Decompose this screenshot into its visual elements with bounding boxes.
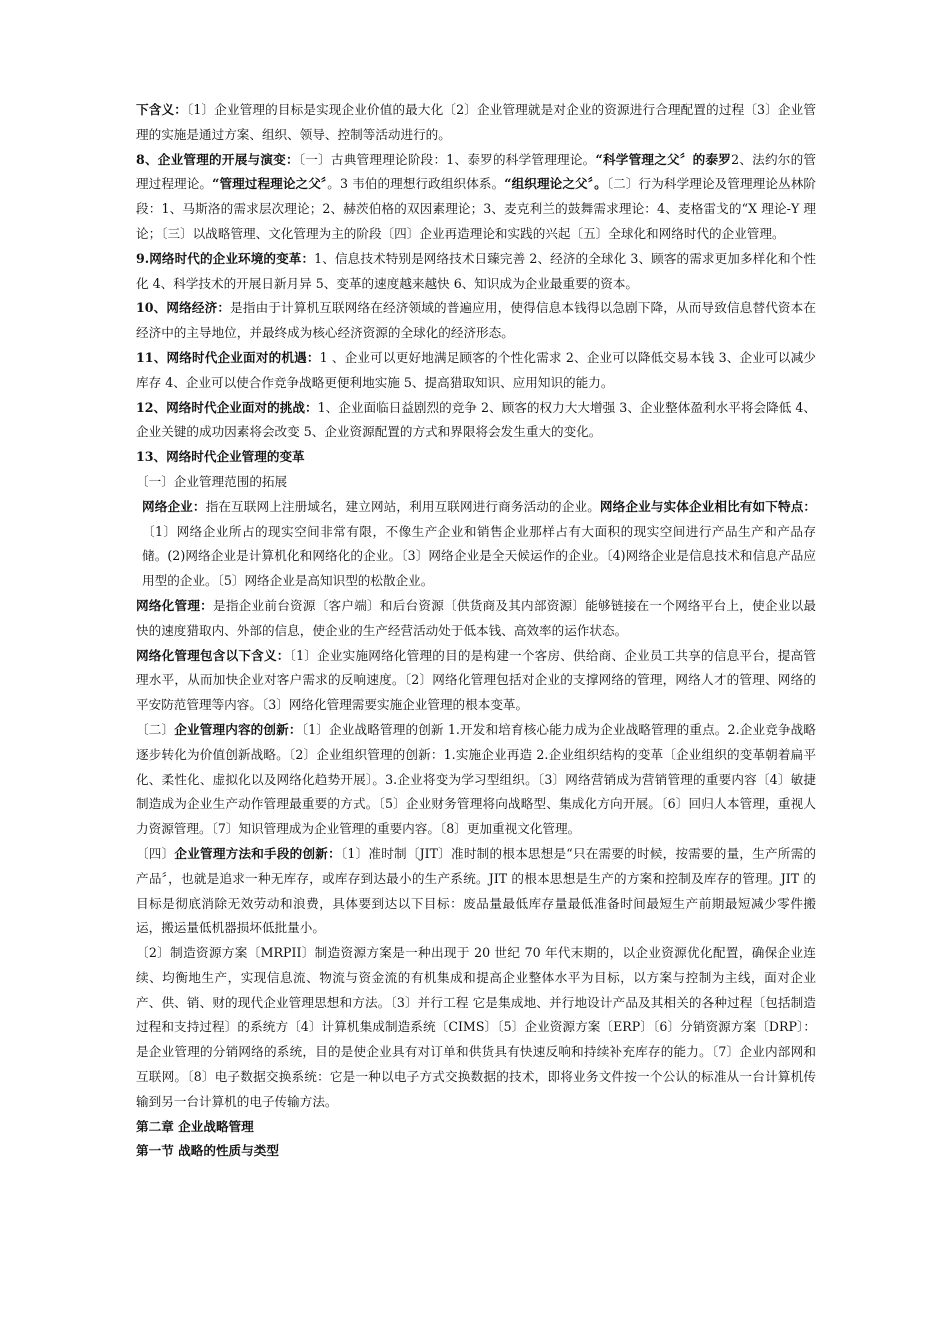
- chapter-title: [136, 1115, 816, 1140]
- bold-phrase: “组织理论之父〞。: [504, 176, 607, 192]
- body-text: 1、信息技术特别是网络技术日臻完善 2、经济的全球化 3、顾客的需求更加多样化和个性化 4、科学技术的开展日新月异 5、变革的速度越来越快 6、知识成为企业最重要的资本。: [136, 250, 816, 291]
- paragraph-environment-change: [136, 247, 816, 297]
- section-title-text: 第一节 战略的性质与类型: [136, 1143, 279, 1159]
- body-text: 〔二〕: [136, 721, 175, 737]
- heading-10: 10、网络经济：: [136, 300, 231, 316]
- paragraph-network-enterprise: [136, 495, 816, 594]
- body-text: 2、法约尔的管理过程理论。: [136, 151, 817, 192]
- body-text: 〔一〕企业管理范围的拓展: [136, 473, 288, 489]
- bold-phrase: “科学管理之父〞的泰罗: [595, 151, 732, 167]
- bold-lead: 网络企业：: [142, 498, 206, 514]
- heading-11: 11、网络时代企业面对的机遇：: [136, 349, 320, 365]
- bold-lead: 企业管理方法和手段的创新：: [174, 845, 341, 861]
- paragraph-network-management-meaning: [136, 644, 816, 718]
- bold-lead: 下含义：: [136, 102, 187, 117]
- heading-12: 12、网络时代企业面对的挑战：: [136, 399, 318, 415]
- section-title: [136, 1139, 816, 1164]
- paragraph-method-innovation: [136, 842, 816, 941]
- body-text: 〔1〕企业管理的目标是实现企业价值的最大化〔2〕企业管理就是对企业的资源进行合理配置的过程〔3〕企业管理的实施是通过方案、组织、领导、控制等活动进行的。: [136, 102, 816, 142]
- paragraph-challenges: [136, 396, 816, 446]
- body-text: 是指企业前台资源〔客户端〕和后台资源〔供货商及其内部资源〕能够链接在一个网络平台上，使企业以最快的速度猎取内、外部的信息，使企业的生产经营活动处于低本钱、高效率的运作状态。: [136, 597, 817, 638]
- paragraph-opportunities: [136, 346, 816, 396]
- chapter-title-text: 第二章 企业战略管理: [136, 1118, 254, 1134]
- heading-13-text: 13、网络时代企业管理的变革: [136, 449, 305, 465]
- body-text: 指在互联网上注册域名，建立网站，利用互联网进行商务活动的企业。: [205, 498, 600, 514]
- paragraph-network-economy: [136, 296, 816, 346]
- heading-9: 9.网络时代的企业环境的变革：: [136, 250, 315, 266]
- paragraph-management-meaning: [136, 98, 816, 148]
- document-page: [136, 98, 816, 1164]
- bold-phrase: “管理过程理论之父〞: [212, 176, 328, 192]
- body-text: 。3 韦伯的理想行政组织体系。: [327, 176, 505, 192]
- heading-13: [136, 445, 816, 470]
- bold-phrase: 网络企业与实体企业相比有如下特点：: [599, 498, 817, 514]
- paragraph-content-innovation: [136, 718, 816, 842]
- body-text: 〔四〕: [136, 845, 175, 861]
- body-text: 〔1〕企业实施网络化管理的目的是构建一个客房、供给商、企业员工共享的信息平台，提高管理水平，从而加快企业对客户需求的反响速度。〔2〕网络化管理包括对企业的支撑网络的管理，网络人才的管理、网络的平安防范管理等内容。〔3〕网络化管理需要实施企业管理的根本变革。: [136, 647, 816, 713]
- heading-8: 8、企业管理的开展与演变：: [136, 151, 299, 167]
- body-text: 〔二〕行为科学理论及管理理论丛林阶段：1、马斯洛的需求层次理论；2、赫茨伯格的双因素理论；3、麦克利兰的鼓舞需求理论：4、麦格雷戈的“X 理论-Y 理论；〔三〕以战略管理、文化管理为主的阶段〔四〕企业再造理论和实践的兴起〔五〕全球化和网络时代的企业管理。: [136, 176, 816, 241]
- subheading-scope: [136, 470, 816, 495]
- bold-lead: 网络化管理包含以下含义：: [136, 647, 290, 663]
- body-text: 〔1〕准时制〔JIT〕准时制的根本思想是“只在需要的时候，按需要的量，生产所需的产品〞，也就是追求一种无库存，或库存到达最小的生产系统。JIT 的根本思想是生产的方案和控制及库存的管理。JIT 的目标是彻底消除无效劳动和浪费，具体要到达以下目标：废品量最低库存量最低准备时间最短生产前期最短减少零件搬运，搬运量低机器损坏低批量小。: [136, 845, 817, 936]
- body-text: 〔1〕企业战略管理的创新 1.开发和培育核心能力成为企业战略管理的重点。2.企业竞争战略逐步转化为价值创新战略。〔2〕企业组织管理的创新：1.实施企业再造 2.企业组织结构的变革〔企业组织的变革朝着扁平化、柔性化、虚拟化以及网络化趋势开展〕。3.企业将变为学习型组织。〔3〕网络营销成为营销管理的重要内容〔4〕敏捷制造成为企业生产动作管理最重要的方式。〔5〕企业财务管理将向战略型、集成化方向开展。〔6〕回归人本管理，重视人力资源管理。〔7〕知识管理成为企业管理的重要内容。〔8〕更加重视文化管理。: [136, 721, 817, 837]
- paragraph-network-management: [136, 594, 816, 644]
- paragraph-mrpii: [136, 941, 816, 1115]
- bold-lead: 企业管理内容的创新：: [174, 721, 302, 737]
- body-text: 是指由于计算机互联网络在经济领域的普遍应用，使得信息本钱得以急剧下降，从而导致信息替代资本在经济中的主导地位，并最终成为核心经济资源的全球化的经济形态。: [136, 300, 817, 341]
- body-text: 〔1〕网络企业所占的现实空间非常有限，不像生产企业和销售企业那样占有大面积的现实空间进行产品生产和产品存储。(2)网络企业是计算机化和网络化的企业。〔3〕网络企业是全天候运作的企业。〔4)网络企业是信息技术和信息产品应用型的企业。〔5〕网络企业是高知识型的松散企业。: [142, 523, 816, 589]
- paragraph-management-evolution: [136, 148, 816, 247]
- body-text: 1 、企业可以更好地满足顾客的个性化需求 2、企业可以降低交易本钱 3、企业可以减少库存 4、企业可以使合作竞争战略更便利地实施 5、提高猎取知识、应用知识的能力。: [136, 349, 816, 390]
- bold-lead: 网络化管理：: [136, 597, 214, 613]
- body-text: 〔2〕制造资源方案〔MRPII〕制造资源方案是一种出现于 20 世纪 70 年代末期的，以企业资源优化配置，确保企业连续、均衡地生产，实现信息流、物流与资金流的有机集成和提高企业整体水平为目标，以方案与控制为主线，面对企业产、供、销、财的现代企业管理思想和方法。〔3〕并行工程 它是集成地、并行地设计产品及其相关的各种过程〔包括制造过程和支持过程〕的系统方〔4〕计算机集成制造系统〔CIMS〕〔5〕企业资源方案〔ERP〕〔6〕分销资源方案〔DRP〕：是企业管理的分销网络的系统，目的是使企业具有对订单和供货具有快速反响和持续补充库存的能力。〔7〕企业内部网和互联网。〔8〕电子数据交换系统：它是一种以电子方式交换数据的技术，即将业务文件按一个公认的标准从一台计算机传输到另一台计算机的电子传输方法。: [136, 945, 816, 1109]
- body-text: 1、企业面临日益剧烈的竞争 2、顾客的权力大大增强 3、企业整体盈利水平将会降低 4、企业关键的成功因素将会改变 5、企业资源配置的方式和界限将会发生重大的变化。: [136, 399, 816, 440]
- body-text: 〔一〕古典管理理论阶段：1、泰罗的科学管理理论。: [298, 151, 596, 167]
